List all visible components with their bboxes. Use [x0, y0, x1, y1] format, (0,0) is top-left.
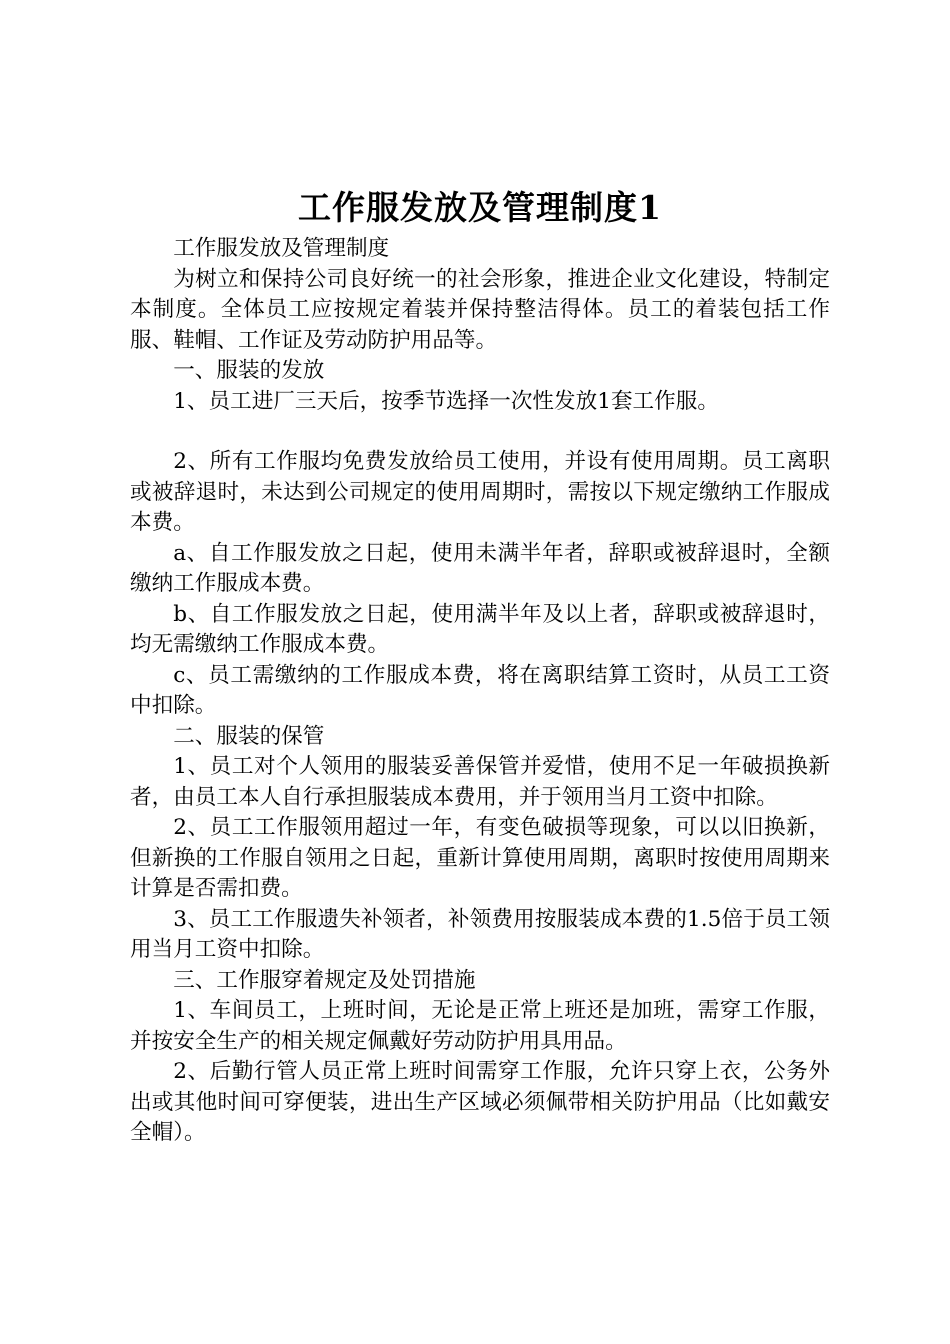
document-body	[130, 234, 830, 1149]
paragraph-issuance-1: 1、员工进厂三天后，按季节选择一次性发放1套工作服。	[173, 388, 719, 414]
paragraph-dress-rules-1: 1、车间员工，上班时间，无论是正常上班还是加班，需穿工作服，并按安全生产的相关规定佩戴好劳动防护用具用品。	[130, 998, 830, 1054]
paragraph-issuance-c: c、员工需缴纳的工作服成本费，将在离职结算工资时，从员工工资中扣除。	[130, 662, 830, 718]
paragraph-custody-1: 1、员工对个人领用的服装妥善保管并爱惜，使用不足一年破损换新者，由员工本人自行承担服装成本费用，并于领用当月工资中扣除。	[130, 754, 830, 810]
section-heading-issuance: 一、服装的发放	[173, 358, 325, 383]
paragraph-dress-rules-2: 2、后勤行管人员正常上班时间需穿工作服，允许只穿上衣，公务外出或其他时间可穿便装，进出生产区域必须佩带相关防护用品（比如戴安全帽）。	[130, 1059, 830, 1145]
document-title: 工作服发放及管理制度1	[298, 188, 662, 227]
paragraph-issuance-a: a、自工作服发放之日起，使用未满半年者，辞职或被辞退时，全额缴纳工作服成本费。	[130, 540, 830, 596]
paragraph-issuance-2: 2、所有工作服均免费发放给员工使用，并设有使用周期。员工离职或被辞退时，未达到公司规定的使用周期时，需按以下规定缴纳工作服成本费。	[130, 449, 830, 535]
section-heading-custody: 二、服装的保管	[173, 723, 325, 749]
paragraph-intro: 为树立和保持公司良好统一的社会形象，推进企业文化建设，特制定本制度。全体员工应按规定着装并保持整洁得体。员工的着装包括工作服、鞋帽、工作证及劳动防护用品等。	[130, 266, 830, 353]
paragraph-custody-3: 3、员工工作服遗失补领者，补领费用按服装成本费的1.5倍于员工领用当月工资中扣除。	[130, 906, 830, 962]
section-heading-dress-rules: 三、工作服穿着规定及处罚措施	[173, 967, 476, 993]
paragraph-custody-2: 2、员工工作服领用超过一年，有变色破损等现象，可以以旧换新，但新换的工作服自领用之日起，重新计算使用周期，离职时按使用周期来计算是否需扣费。	[130, 815, 830, 901]
paragraph-issuance-b: b、自工作服发放之日起，使用满半年及以上者，辞职或被辞退时，均无需缴纳工作服成本费。	[130, 601, 830, 657]
document-page	[130, 186, 830, 1149]
paragraph-subtitle: 工作服发放及管理制度	[173, 236, 390, 261]
